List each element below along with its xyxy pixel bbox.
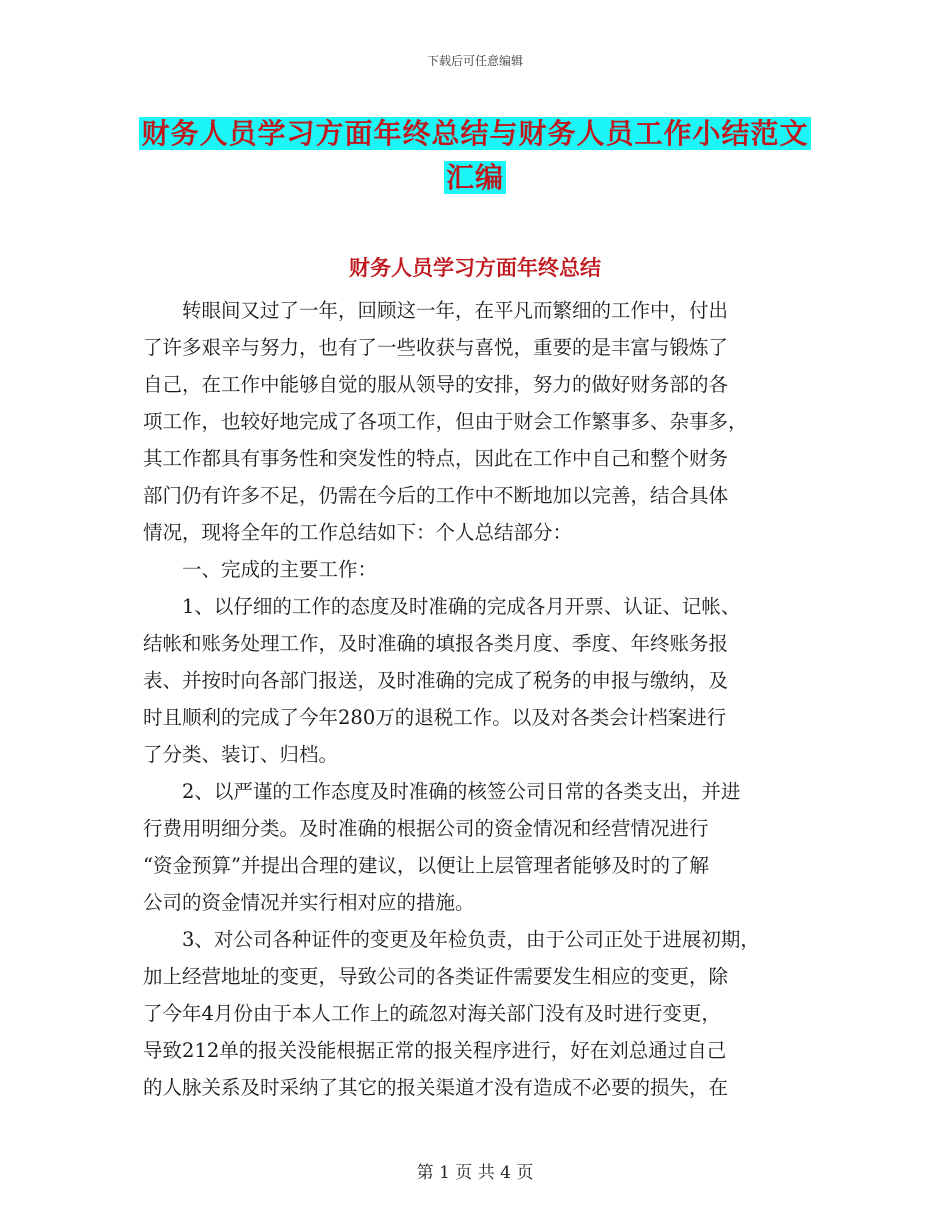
body-line: 1、以仔细的工作的态度及时准确的完成各月开票、认证、记帐、	[143, 595, 741, 618]
title-highlight: 财务人员学习方面年终总结与财务人员工作小结范文	[141, 117, 809, 150]
body-line: 了分类、装订、归档。	[143, 743, 339, 766]
body-line: “资金预算”并提出合理的建议，以便让上层管理者能够及时的了解	[143, 854, 709, 877]
document-title-line-1	[0, 112, 950, 152]
title-highlight: 汇编	[445, 161, 504, 194]
body-line: 2、以严谨的工作态度及时准确的核签公司日常的各类支出，并进	[143, 780, 741, 803]
body-line: 导致212单的报关没能根据正常的报关程序进行，好在刘总通过自己	[143, 1039, 727, 1062]
body-line: 项工作，也较好地完成了各项工作，但由于财会工作繁事多、杂事多，	[143, 410, 748, 433]
body-line: 了许多艰辛与努力，也有了一些收获与喜悦，重要的是丰富与锻炼了	[143, 336, 729, 359]
body-line: 了今年4月份由于本人工作上的疏忽对海关部门没有及时进行变更，	[143, 1002, 721, 1025]
section-subtitle: 财务人员学习方面年终总结	[349, 256, 601, 280]
body-line: 行费用明细分类。及时准确的根据公司的资金情况和经营情况进行	[143, 817, 709, 840]
body-line: 一、完成的主要工作：	[143, 558, 378, 581]
body-line: 转眼间又过了一年，回顾这一年，在平凡而繁细的工作中，付出	[143, 299, 729, 322]
body-line: 公司的资金情况并实行相对应的措施。	[143, 891, 475, 914]
body-line: 其工作都具有事务性和突发性的特点，因此在工作中自己和整个财务	[143, 447, 729, 470]
header-note: 下载后可任意编辑	[426, 54, 523, 68]
body-line: 3、对公司各种证件的变更及年检负责，由于公司正处于进展初期，	[143, 928, 760, 951]
body-line: 自己，在工作中能够自觉的服从领导的安排，努力的做好财务部的各	[143, 373, 729, 396]
body-line: 表、并按时向各部门报送，及时准确的完成了税务的申报与缴纳，及	[143, 669, 729, 692]
document-title-line-2	[0, 156, 950, 196]
page-number-footer: 第 1 页 共 4 页	[416, 1163, 534, 1183]
body-line: 结帐和账务处理工作，及时准确的填报各类月度、季度、年终账务报	[143, 632, 729, 655]
body-line: 时且顺利的完成了今年280万的退税工作。以及对各类会计档案进行	[143, 706, 727, 729]
body-line: 情况，现将全年的工作总结如下：个人总结部分：	[143, 521, 573, 544]
body-line: 部门仍有许多不足，仍需在今后的工作中不断地加以完善，结合具体	[143, 484, 729, 507]
body-line: 加上经营地址的变更，导致公司的各类证件需要发生相应的变更，除	[143, 965, 729, 988]
body-line: 的人脉关系及时采纳了其它的报关渠道才没有造成不必要的损失，在	[143, 1076, 729, 1099]
